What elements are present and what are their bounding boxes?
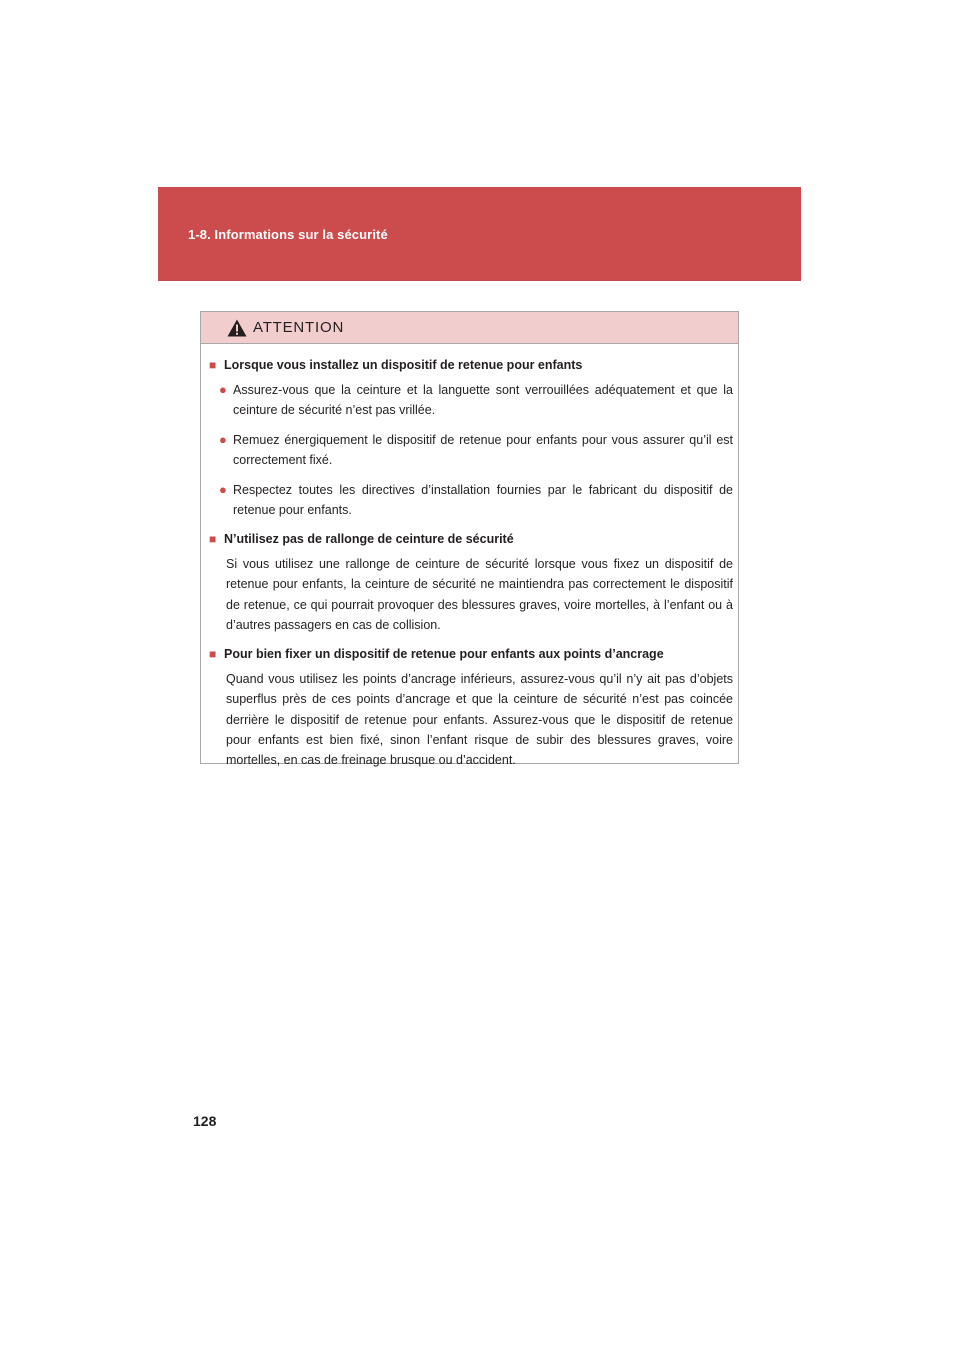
warning-heading-1 [209,356,733,374]
bullet-item [219,480,733,520]
warning-paragraph: Quand vous utilisez les points d’ancrage inférieurs, assurez-vous qu’il n’y ait pas d’objets superflus près de ces points d’ancrage et que la ceinture de sécurité n’est pas coincée derrière le dispositif de retenue pour enfants. Assurez-vous que le dispositif de retenue pour enfants est bien fixé, sinon l’enfant risque de subir des blessures graves, voire mortelles, en cas de freinage brusque ou d’accident. [226,672,733,768]
warning-title: ATTENTION [253,319,345,336]
heading-text: N’utilisez pas de rallonge de ceinture de sécurité [224,532,514,546]
section-title: 1-8. Informations sur la sécurité [188,227,388,242]
warning-header [201,312,738,344]
square-bullet-icon: ■ [209,647,217,662]
warning-triangle-icon [227,319,247,337]
warning-heading-3 [209,645,733,663]
warning-paragraph: Si vous utilisez une rallonge de ceinture de sécurité lorsque vous fixez un dispositif de retenue pour enfants, la ceinture de sécurité ne maintiendra pas correctement le dispositif de retenue, ce qui pourrait provoquer des blessures graves, voire mortelles, à l’enfant ou à d’autres passagers en cas de collision. [226,557,733,632]
warning-heading-2 [209,530,733,548]
square-bullet-icon: ■ [209,532,217,546]
bullet-item [219,380,733,420]
heading-text: Pour bien fixer un dispositif de retenue pour enfants aux points d’ancrage [224,647,664,662]
round-bullet-icon: ● [219,482,227,497]
bullet-item [219,430,733,470]
bullet-text: Respectez toutes les directives d’installation fournies par le fabricant du dispositif de retenue pour enfants. [233,483,733,517]
page-number: 128 [193,1113,217,1129]
square-bullet-icon: ■ [209,358,217,372]
warning-box [200,311,739,768]
bullet-text: Assurez-vous que la ceinture et la languette sont verrouillées adéquatement et que la ceinture de sécurité n’est pas vrillée. [233,383,733,417]
section-header-band [158,187,801,281]
round-bullet-icon: ● [219,432,227,447]
warning-content [201,344,738,771]
heading-text: Lorsque vous installez un dispositif de retenue pour enfants [224,358,583,372]
round-bullet-icon: ● [219,382,227,397]
bullet-text: Remuez énergiquement le dispositif de retenue pour enfants pour vous assurer qu’il est correctement fixé. [233,433,733,467]
